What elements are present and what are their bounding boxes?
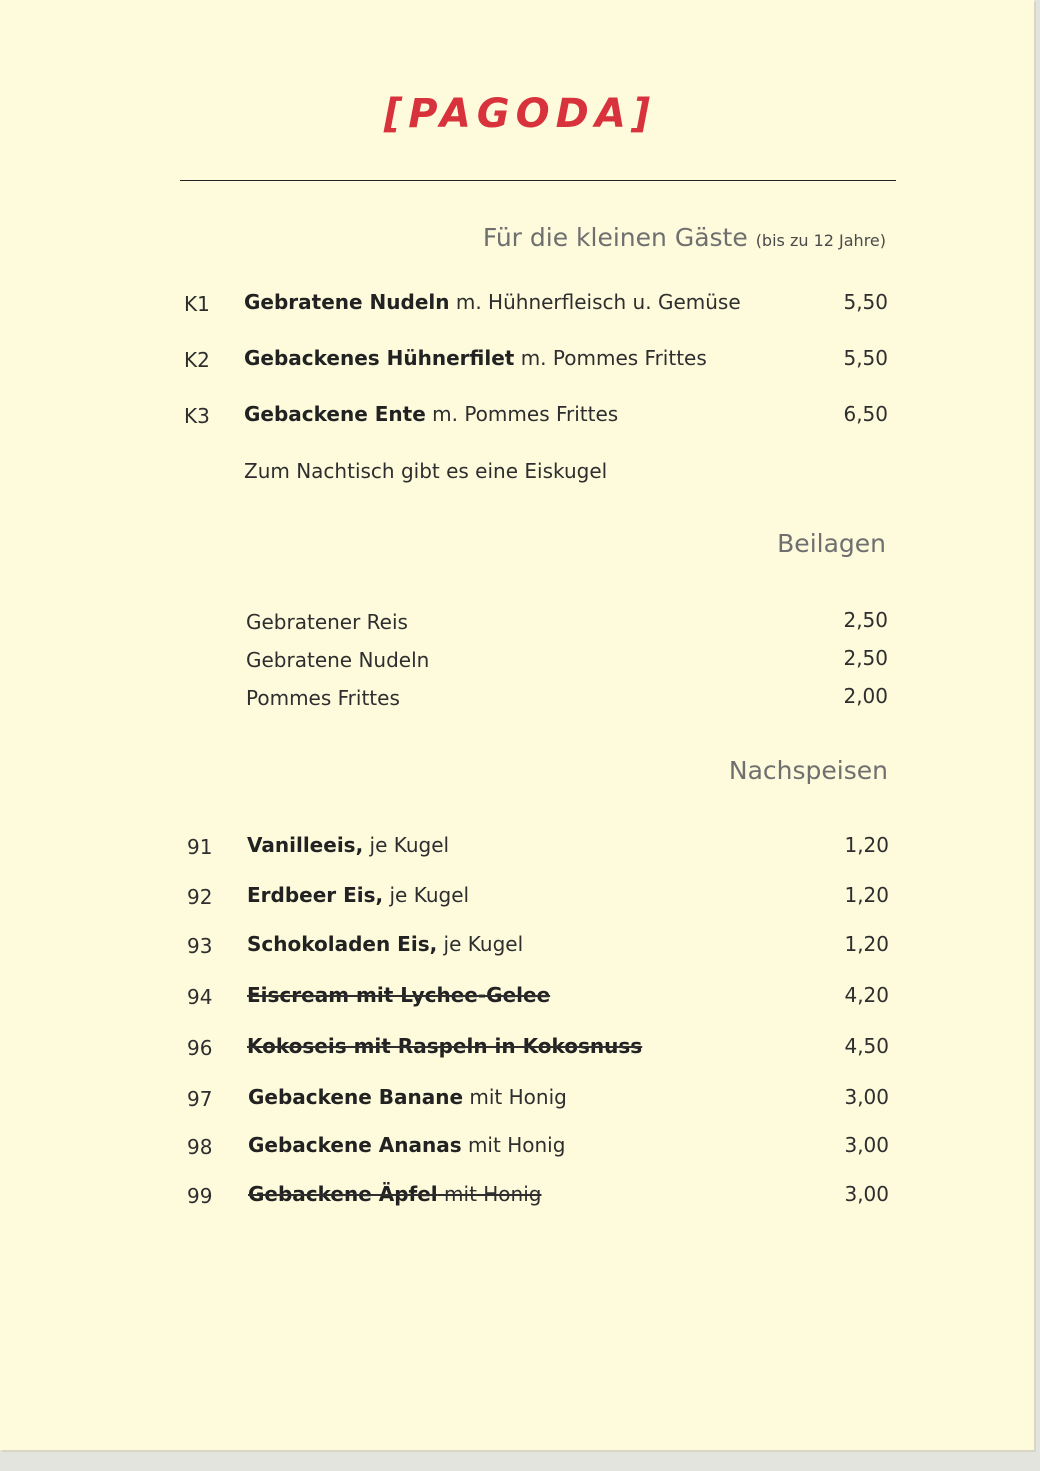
- item-name: Gebackenes Hühnerfilet: [244, 346, 515, 370]
- item-desc: je Kugel: [383, 883, 470, 907]
- item-desc: m. Hühnerfleisch u. Gemüse: [449, 290, 741, 314]
- kids-section-title: [483, 222, 886, 257]
- menu-item: [244, 289, 741, 315]
- side-item-name: Gebratene Nudeln: [246, 648, 430, 672]
- menu-item-struck: [247, 1033, 642, 1059]
- menu-item: [244, 401, 618, 427]
- pagoda-logo: [PAGODA]: [383, 91, 657, 137]
- item-name: Gebackene Ananas: [248, 1133, 462, 1157]
- item-number: 94: [187, 985, 213, 1009]
- item-name: Gebackene Banane: [248, 1085, 464, 1109]
- item-number: 96: [187, 1036, 213, 1060]
- header-divider: [180, 180, 896, 181]
- item-desc: mit Honig: [461, 1133, 566, 1157]
- item-desc: mit Honig: [437, 1182, 542, 1206]
- item-desc: m. Pommes Frittes: [514, 346, 707, 370]
- item-price: 1,20: [844, 833, 889, 857]
- desserts-section-title: Nachspeisen: [728, 756, 888, 785]
- side-item-price: 2,50: [843, 608, 888, 632]
- item-number: 99: [187, 1184, 213, 1208]
- item-name: Kokoseis mit Raspeln in Kokosnuss: [247, 1034, 643, 1058]
- item-price: 1,20: [844, 883, 889, 907]
- menu-item-struck: [247, 982, 550, 1008]
- menu-item-struck: [248, 1181, 541, 1207]
- menu-item: [247, 832, 449, 858]
- item-price: 4,20: [844, 983, 889, 1007]
- item-number: 98: [187, 1135, 213, 1159]
- side-item-name: Gebratener Reis: [246, 610, 408, 634]
- item-number: 92: [187, 885, 213, 909]
- item-number: K1: [184, 292, 210, 316]
- item-number: 97: [187, 1087, 213, 1111]
- item-name: Gebratene Nudeln: [244, 290, 450, 314]
- menu-item: [247, 931, 523, 957]
- item-number: K3: [184, 404, 210, 428]
- menu-item: [248, 1132, 565, 1158]
- menu-item: [247, 882, 469, 908]
- item-desc: mit Honig: [463, 1085, 567, 1109]
- item-price: 6,50: [843, 402, 888, 426]
- kids-title: Für die kleinen Gäste: [482, 223, 748, 252]
- side-item-name: Pommes Frittes: [246, 686, 400, 710]
- item-desc: m. Pommes Frittes: [425, 402, 619, 426]
- item-name: Vanilleeis,: [247, 833, 364, 857]
- item-price: 3,00: [844, 1182, 889, 1206]
- item-name: Eiscream mit Lychee-Gelee: [247, 983, 551, 1007]
- item-name: Gebackene Äpfel: [248, 1182, 438, 1206]
- item-price: 3,00: [844, 1085, 889, 1109]
- item-number: 93: [187, 934, 213, 958]
- side-item-price: 2,50: [843, 646, 888, 670]
- item-name: Schokoladen Eis,: [247, 932, 438, 956]
- item-price: 4,50: [844, 1034, 889, 1058]
- kids-note: Zum Nachtisch gibt es eine Eiskugel: [244, 459, 608, 483]
- menu-item: [244, 345, 707, 371]
- item-number: 91: [187, 835, 213, 859]
- sides-section-title: Beilagen: [777, 529, 886, 558]
- kids-subtitle: (bis zu 12 Jahre): [755, 231, 886, 250]
- menu-item: [248, 1084, 567, 1110]
- item-name: Erdbeer Eis,: [247, 883, 384, 907]
- item-desc: je Kugel: [363, 833, 450, 857]
- item-price: 5,50: [843, 290, 888, 314]
- item-desc: je Kugel: [437, 932, 524, 956]
- item-name: Gebackene Ente: [244, 402, 426, 426]
- item-price: 5,50: [843, 346, 888, 370]
- item-price: 1,20: [844, 932, 889, 956]
- side-item-price: 2,00: [843, 684, 888, 708]
- item-number: K2: [184, 348, 210, 372]
- item-price: 3,00: [844, 1133, 889, 1157]
